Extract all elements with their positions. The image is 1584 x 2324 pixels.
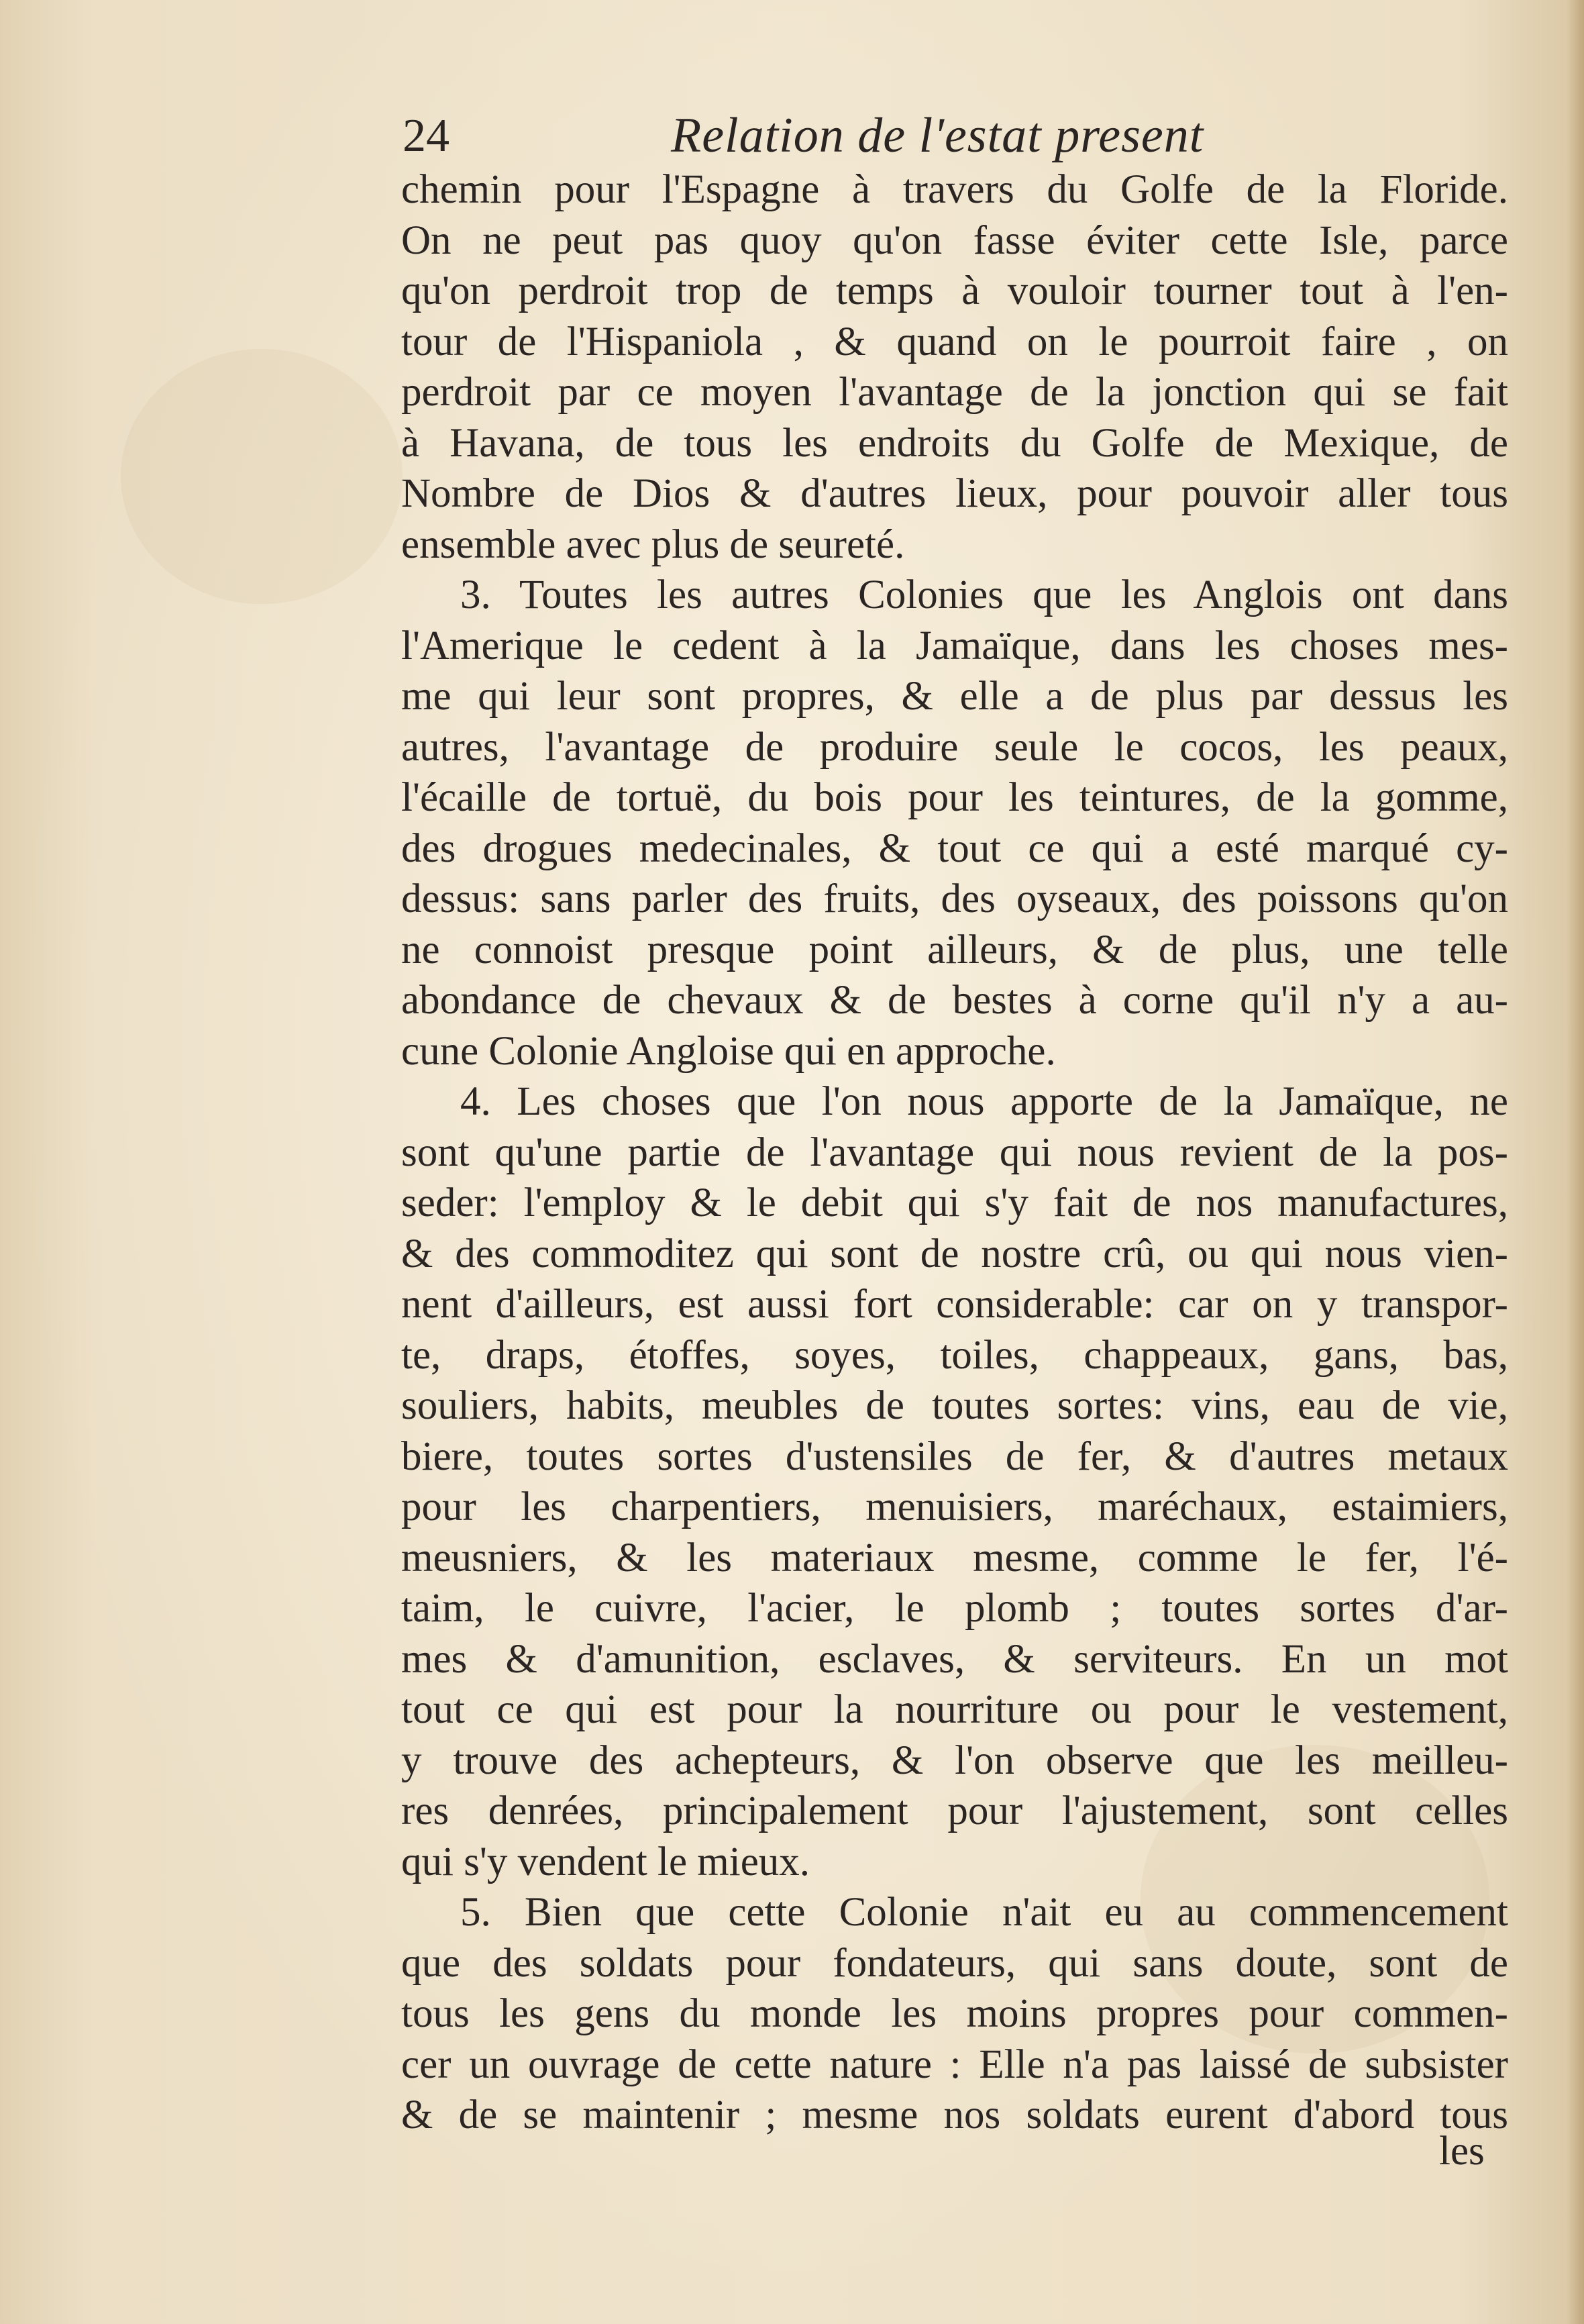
text-line: autres, l'avantage de produire seule le cocos, les peaux, <box>401 724 1508 770</box>
text-line: On ne peut pas quoy qu'on fasse éviter cette Isle, parce <box>401 217 1508 263</box>
text-line: res denrées, principalement pour l'ajustement, sont celles <box>401 1788 1508 1833</box>
text-line: seder: l'employ & le debit qui s'y fait de nos manufactures, <box>401 1180 1508 1225</box>
running-head: Relation de l'estat present <box>671 108 1204 163</box>
text-line: mes & d'amunition, esclaves, & serviteurs. En un mot <box>401 1636 1508 1682</box>
text-line: y trouve des achepteurs, & l'on observe que les meilleu- <box>401 1737 1508 1783</box>
text-line: biere, toutes sortes d'ustensiles de fer, & d'autres metaux <box>401 1433 1508 1479</box>
text-line: qui s'y vendent le mieux. <box>401 1839 810 1884</box>
text-line: te, draps, étoffes, soyes, toiles, chappeaux, gans, bas, <box>401 1332 1508 1378</box>
text-line: nent d'ailleurs, est aussi fort considerable: car on y transpor- <box>401 1282 1508 1327</box>
text-line: sont qu'une partie de l'avantage qui nous revient de la pos- <box>401 1129 1508 1175</box>
text-line: souliers, habits, meubles de toutes sortes: vins, eau de vie, <box>401 1383 1508 1428</box>
text-line: qu'on perdroit trop de temps à vouloir tourner tout à l'en- <box>401 268 1508 313</box>
text-line: perdroit par ce moyen l'avantage de la jonction qui se fait <box>401 370 1508 415</box>
body-text <box>401 164 1508 2141</box>
text-line: à Havana, de tous les endroits du Golfe de Mexique, de <box>401 420 1508 466</box>
text-line: pour les charpentiers, menuisiers, maréchaux, estaimiers, <box>401 1484 1508 1529</box>
page-number: 24 <box>403 110 450 162</box>
catchword: les <box>1439 2129 1485 2174</box>
page-header <box>403 101 1503 171</box>
paper-stain <box>121 349 403 604</box>
text-line: & des commoditez qui sont de nostre crû, ou qui nous vien- <box>401 1231 1508 1276</box>
paragraph-start: 4. Les choses que l'on nous apporte de la Jamaïque, ne <box>460 1079 1508 1124</box>
text-line: cune Colonie Angloise qui en approche. <box>401 1028 1056 1074</box>
text-line: ensemble avec plus de seureté. <box>401 521 905 567</box>
text-line: abondance de chevaux & de bestes à corne qu'il n'y a au- <box>401 978 1508 1023</box>
text-line: tous les gens du monde les moins propres pour commen- <box>401 1991 1508 2036</box>
text-line: cer un ouvrage de cette nature : Elle n'a pas laissé de subsister <box>401 2041 1508 2087</box>
text-line: & de se maintenir ; mesme nos soldats eurent d'abord tous <box>401 2092 1508 2137</box>
page-edge <box>1567 0 1584 2324</box>
text-line: tout ce qui est pour la nourriture ou pour le vestement, <box>401 1687 1508 1732</box>
text-line: que des soldats pour fondateurs, qui sans doute, sont de <box>401 1940 1508 1986</box>
text-line: Nombre de Dios & d'autres lieux, pour pouvoir aller tous <box>401 471 1508 516</box>
text-line: l'Amerique le cedent à la Jamaïque, dans les choses mes- <box>401 623 1508 668</box>
paragraph-start: 3. Toutes les autres Colonies que les Anglois ont dans <box>460 572 1508 617</box>
text-line: dessus: sans parler des fruits, des oyseaux, des poissons qu'on <box>401 876 1508 921</box>
paragraph-start: 5. Bien que cette Colonie n'ait eu au commencement <box>460 1890 1508 1935</box>
text-line: taim, le cuivre, l'acier, le plomb ; toutes sortes d'ar- <box>401 1586 1508 1631</box>
text-line: meusniers, & les materiaux mesme, comme le fer, l'é- <box>401 1535 1508 1580</box>
text-line: des drogues medecinales, & tout ce qui a esté marqué cy- <box>401 825 1508 871</box>
text-line: tour de l'Hispaniola , & quand on le pourroit faire , on <box>401 319 1508 364</box>
text-line: me qui leur sont propres, & elle a de plus par dessus les <box>401 674 1508 719</box>
text-line: l'écaille de tortuë, du bois pour les teintures, de la gomme, <box>401 775 1508 820</box>
text-line: ne connoist presque point ailleurs, & de plus, une telle <box>401 927 1508 972</box>
text-line: chemin pour l'Espagne à travers du Golfe de la Floride. <box>401 167 1508 212</box>
